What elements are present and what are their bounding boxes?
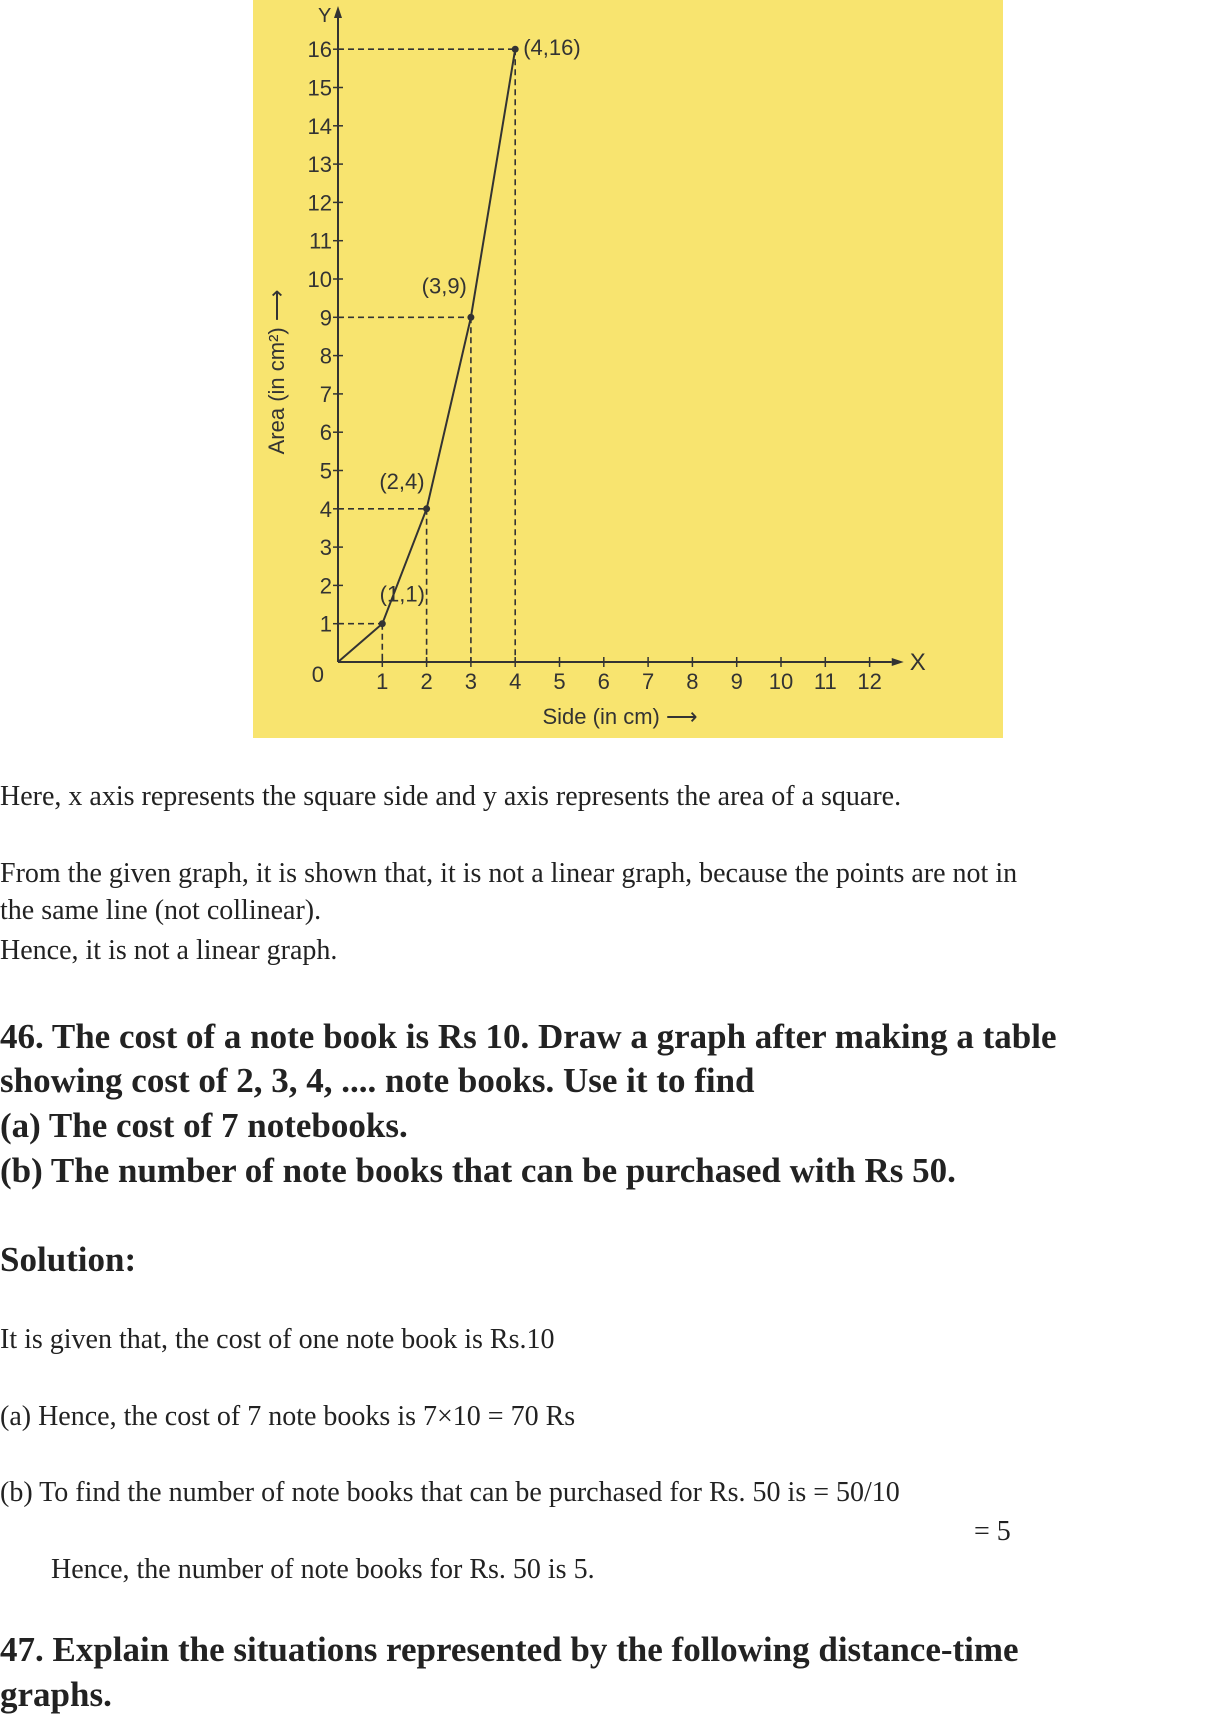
paragraph-not-linear-1: From the given graph, it is shown that, it is not a linear graph, because the points are not in [0,858,1018,889]
x-axis-title: Side (in cm) ⟶ [542,704,698,729]
question-46-part-b: (b) The number of note books that can be purchased with Rs 50. [0,1151,956,1190]
question-46-line-1: 46. The cost of a note book is Rs 10. Draw a graph after making a table [0,1017,1057,1056]
x-tick-label: 7 [641,669,655,694]
y-tick-label: 2 [319,573,332,599]
y-tick-label: 16 [307,37,332,63]
area-vs-side-chart [0,0,1210,745]
y-tick-label: 6 [319,420,332,446]
x-tick-label: 6 [597,669,610,694]
question-47-line-2: graphs. [0,1675,112,1714]
question-46-line-2: showing cost of 2, 3, 4, .... note books. Use it to find [0,1061,755,1100]
y-tick-label: 8 [319,343,332,369]
paragraph-axes-explanation: Here, x axis represents the square side and y axis represents the area of a square. [0,781,902,812]
x-tick-label: 11 [813,669,837,694]
data-point [379,620,386,627]
y-tick-label: 10 [307,267,332,292]
y-tick-label: 14 [307,113,332,139]
x-tick-label: 12 [857,669,882,694]
point-label: (2,4) [379,468,425,494]
x-tick-label: 3 [464,669,478,694]
point-label: (1,1) [379,581,425,607]
y-axis-letter: Y [318,5,332,27]
data-point [423,505,430,512]
y-tick-label: 11 [309,228,332,254]
x-tick-label: 10 [768,669,794,694]
origin-label: 0 [311,662,324,687]
paragraph-not-linear-2: the same line (not collinear). [0,895,322,926]
question-46-part-a: (a) The cost of 7 notebooks. [0,1106,408,1145]
x-axis-letter: X [909,649,926,676]
solution-given: It is given that, the cost of one note book is Rs.10 [0,1324,555,1355]
data-point [512,46,519,53]
x-tick-label: 1 [376,669,389,694]
point-label: (4,16) [523,35,581,61]
y-tick-label: 1 [319,611,332,637]
x-tick-label: 8 [686,669,699,694]
solution-part-b-result: = 5 [974,1516,1011,1547]
chart-background [253,0,1003,738]
x-tick-label: 2 [420,669,433,694]
y-tick-label: 7 [319,381,332,407]
y-tick-label: 12 [307,190,332,216]
y-tick-label: 3 [319,535,332,561]
x-tick-label: 9 [730,669,743,694]
solution-part-b-conclusion: Hence, the number of note books for Rs. 50 is 5. [51,1554,595,1585]
x-tick-label: 5 [553,669,566,694]
y-axis-title: Area (in cm²) ⟶ [264,289,289,455]
y-tick-label: 9 [319,305,332,331]
solution-part-b: (b) To find the number of note books that can be purchased for Rs. 50 is = 50/10 [0,1477,900,1508]
solution-part-a: (a) Hence, the cost of 7 note books is 7×10 = 70 Rs [0,1401,576,1432]
data-point [467,314,474,321]
paragraph-conclusion: Hence, it is not a linear graph. [0,935,338,966]
y-tick-label: 4 [319,496,332,522]
x-tick-label: 4 [509,669,522,694]
point-label: (3,9) [421,273,467,299]
question-47-line-1: 47. Explain the situations represented by the following distance-time [0,1630,1019,1669]
y-tick-label: 5 [319,458,332,484]
y-tick-label: 13 [307,152,332,178]
solution-heading: Solution: [0,1240,137,1279]
y-tick-label: 15 [307,75,332,101]
